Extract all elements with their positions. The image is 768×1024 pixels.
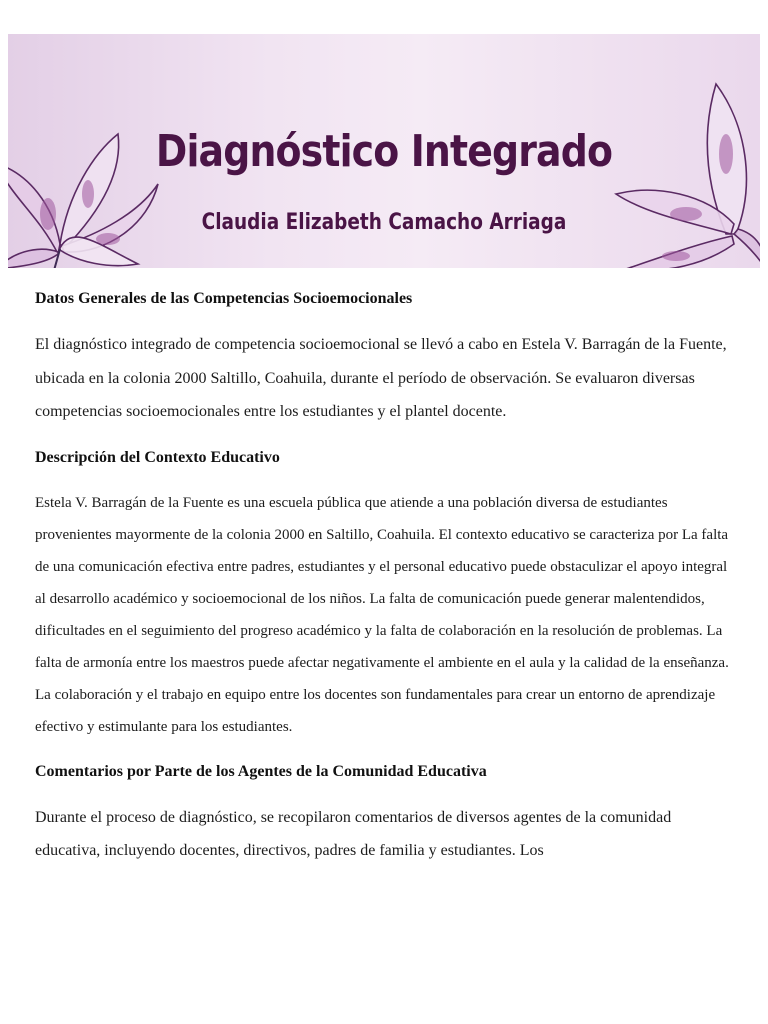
section-paragraph: Estela V. Barragán de la Fuente es una escuela pública que atiende a una población diversa de estudiantes provenientes mayormente de la colonia 2000 en Saltillo, Coahuila. El contexto educativo se caracteriza por La falta de una comunicación efectiva entre padres, estudiantes y el personal educativo puede obstaculizar el apoyo integral al desarrollo académico y socioemocional de los niños. La falta de comunicación puede generar malentendidos, dificultades en el seguimiento del progreso académico y la falta de colaboración en la resolución de problemas. La falta de armonía entre los maestros puede afectar negativamente el ambiente en el aula y la calidad de la enseñanza. La colaboración y el trabajo en equipo entre los docentes son fundamentales para crear un entorno de aprendizaje efectivo y estimulante para los estudiantes. <box>35 494 729 735</box>
banner-subtitle: Claudia Elizabeth Camacho Arriaga <box>201 210 567 235</box>
section-heading: Comentarios por Parte de los Agentes de la Comunidad Educativa <box>35 762 487 780</box>
header-banner <box>8 34 760 268</box>
document-body <box>35 286 735 884</box>
flower-illustration-left-icon <box>8 94 168 268</box>
section-heading: Descripción del Contexto Educativo <box>35 448 280 466</box>
section-paragraph: Durante el proceso de diagnóstico, se recopilaron comentarios de diversos agentes de la comunidad educativa, incluyendo docentes, directivos, padres de familia y estudiantes. Los <box>35 808 672 859</box>
banner-title: Diagnóstico Integrado <box>155 126 613 177</box>
section-heading: Datos Generales de las Competencias Socioemocionales <box>35 290 413 307</box>
section-paragraph: El diagnóstico integrado de competencia socioemocional se llevó a cabo en Estela V. Barragán de la Fuente, ubicada en la colonia 2000 Saltillo, Coahuila, durante el período de observación. Se evaluaron diversas competencias socioemocionales entre los estudiantes y el plantel docente. <box>35 336 727 420</box>
